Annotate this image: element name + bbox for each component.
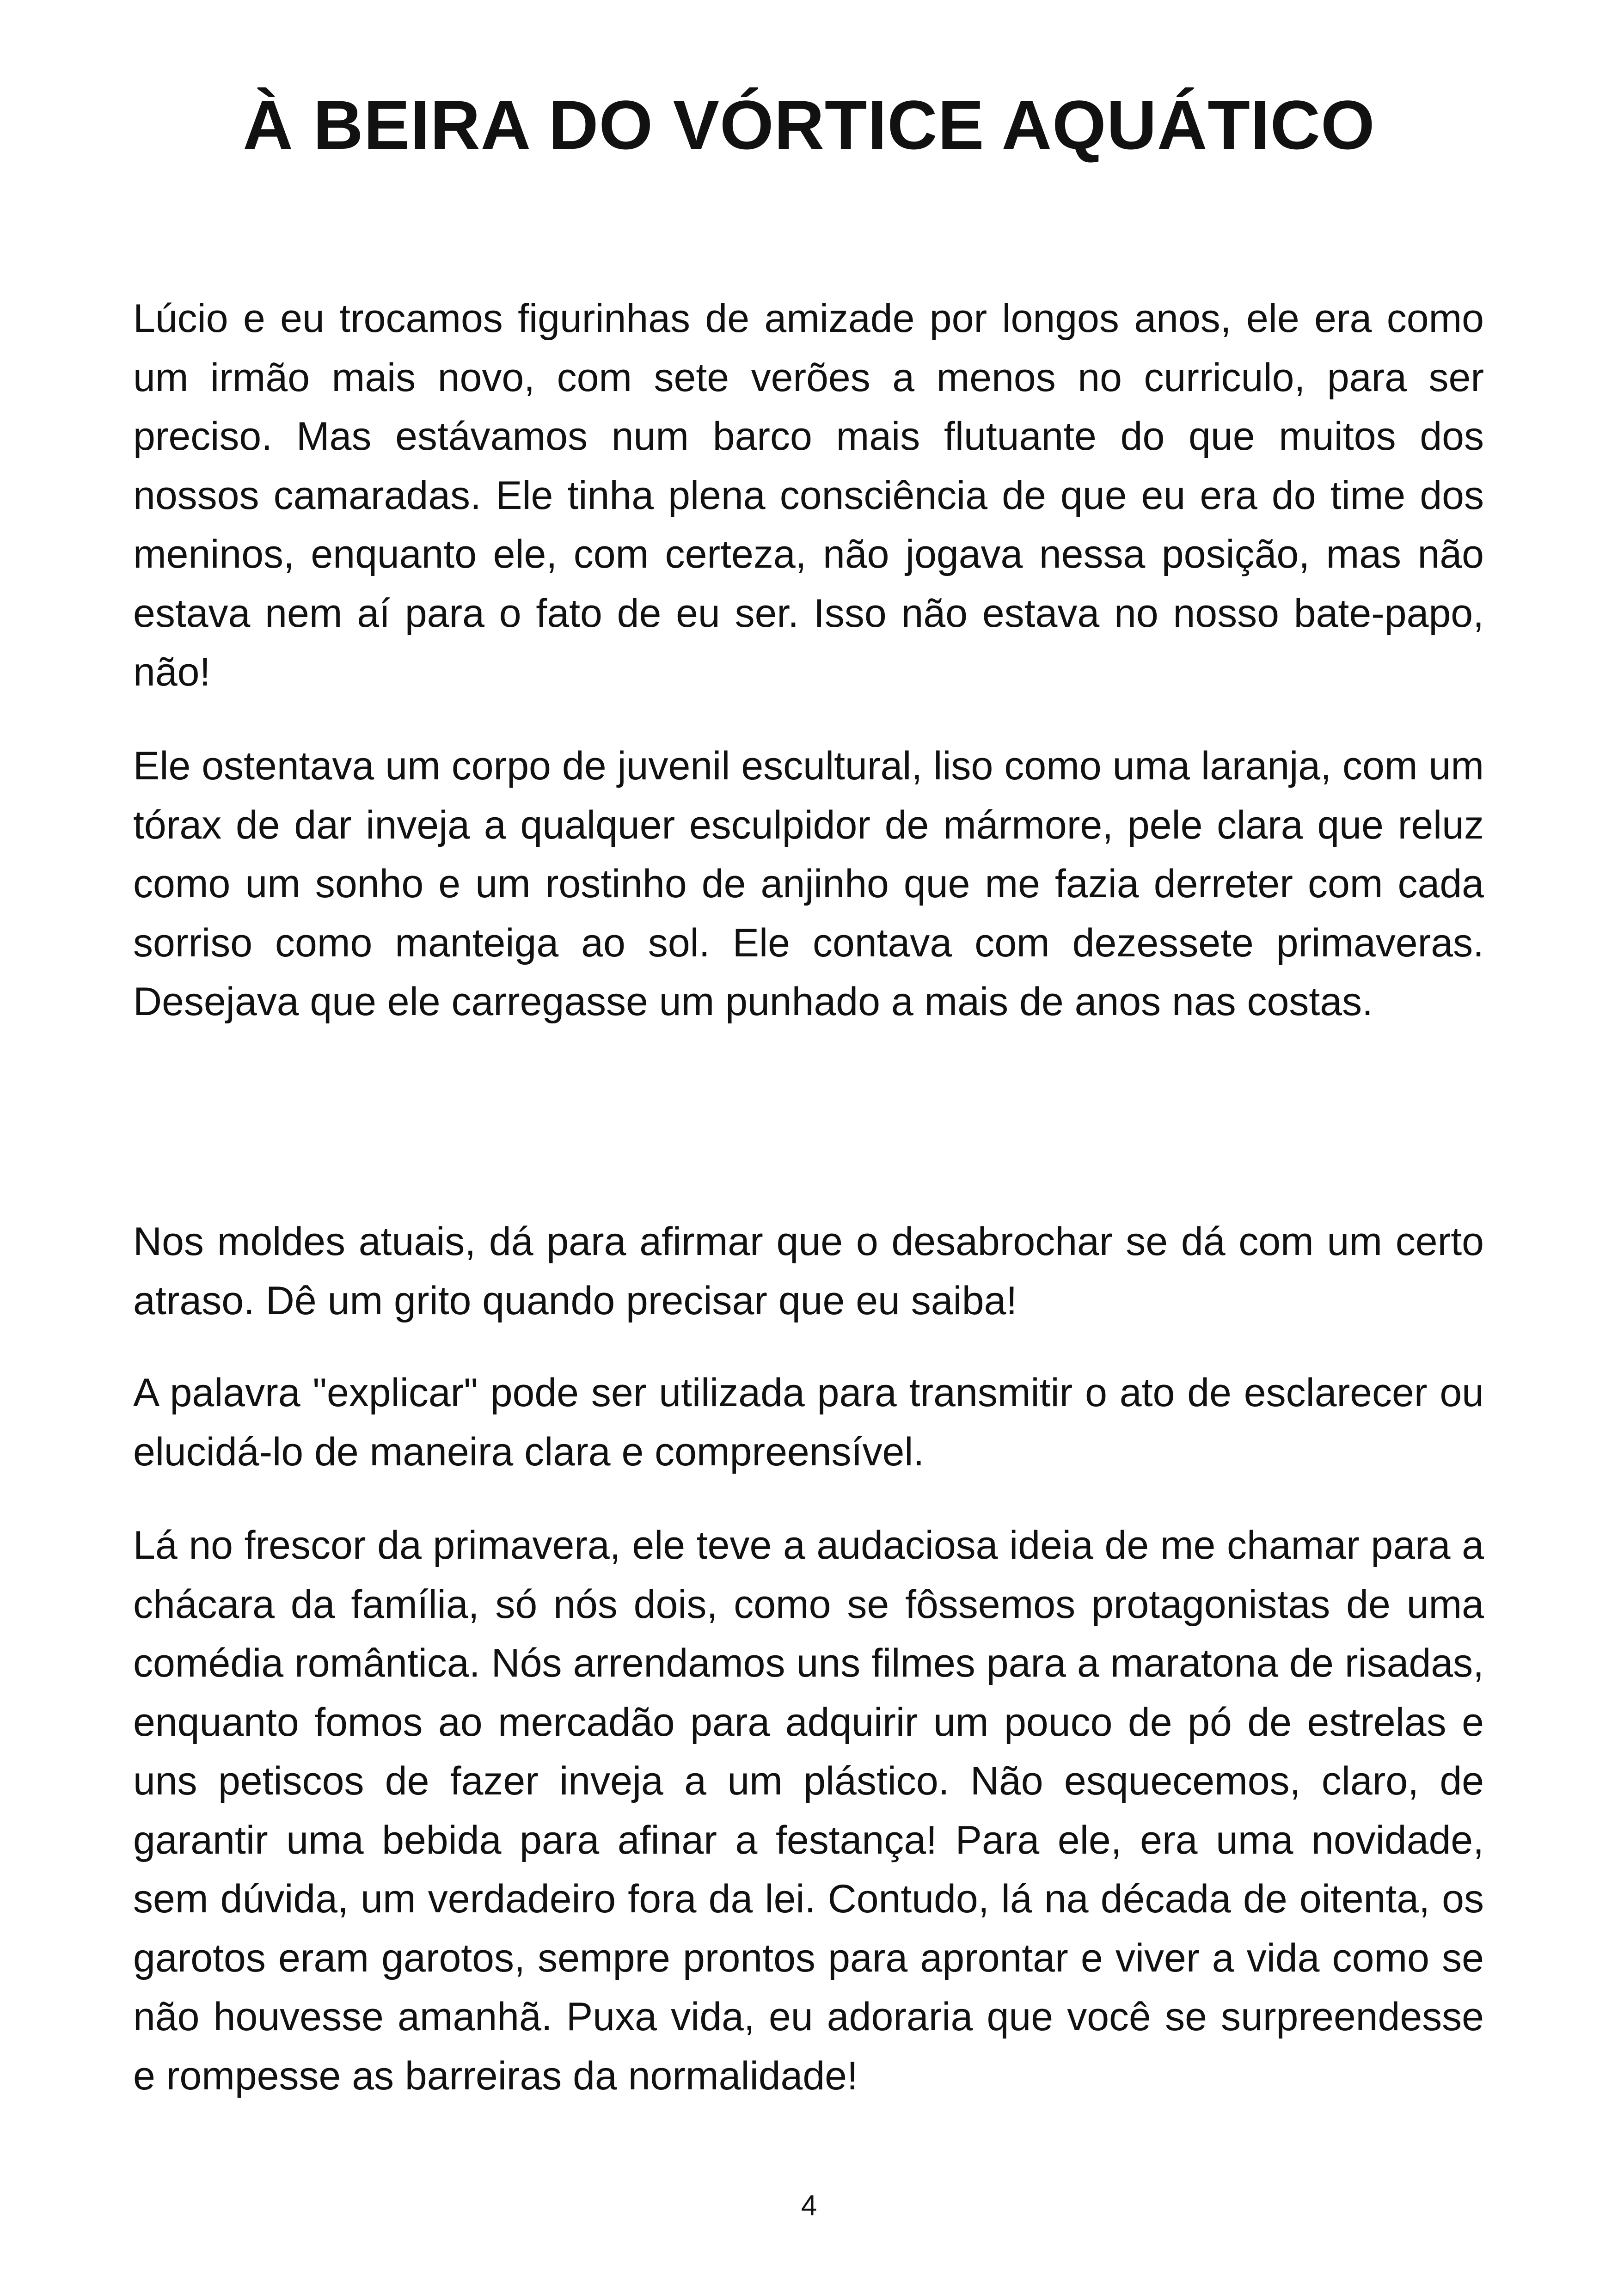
paragraph-1: Lúcio e eu trocamos figurinhas de amizade por longos anos, ele era como um irmão mais novo, com sete verões a menos no curriculo, para ser preciso. Mas estávamos num barco mais flutuante do que muitos dos nossos camaradas. Ele tinha plena consciência de que eu era do time dos meninos, enquanto ele, com certeza, não jogava nessa posição, mas não estava nem aí para o fato de eu ser. Isso não estava no nosso bate-papo, não! <box>133 296 1484 694</box>
page-title: À BEIRA DO VÓRTICE AQUÁTICO <box>243 86 1375 164</box>
paragraph-4: A palavra "explicar" pode ser utilizada para transmitir o ato de esclarecer ou elucidá-lo de maneira clara e compreensível. <box>133 1371 1484 1474</box>
page-number: 4 <box>801 2190 817 2222</box>
paragraph-3: Nos moldes atuais, dá para afirmar que o desabrochar se dá com um certo atraso. Dê um grito quando precisar que eu saiba! <box>133 1219 1484 1323</box>
paragraph-5: Lá no frescor da primavera, ele teve a audaciosa ideia de me chamar para a chácara da família, só nós dois, como se fôssemos protagonistas de uma comédia romântica. Nós arrendamos uns filmes para a maratona de risadas, enquanto fomos ao mercadão para adquirir um pouco de pó de estrelas e uns petiscos de fazer inveja a um plástico. Não esquecemos, claro, de garantir uma bebida para afinar a festança! Para ele, era uma novidade, sem dúvida, um verdadeiro fora da lei. Contudo, lá na década de oitenta, os garotos eram garotos, sempre prontos para aprontar e viver a vida como se não houvesse amanhã. Puxa vida, eu adoraria que você se surpreendesse e rompesse as barreiras da normalidade! <box>133 1523 1484 2098</box>
paragraph-2: Ele ostentava um corpo de juvenil escultural, liso como uma laranja, com um tórax de dar inveja a qualquer esculpidor de mármore, pele clara que reluz como um sonho e um rostinho de anjinho que me fazia derreter com cada sorriso como manteiga ao sol. Ele contava com dezessete primaveras. Desejava que ele carregasse um punhado a mais de anos nas costas. <box>133 744 1484 1024</box>
